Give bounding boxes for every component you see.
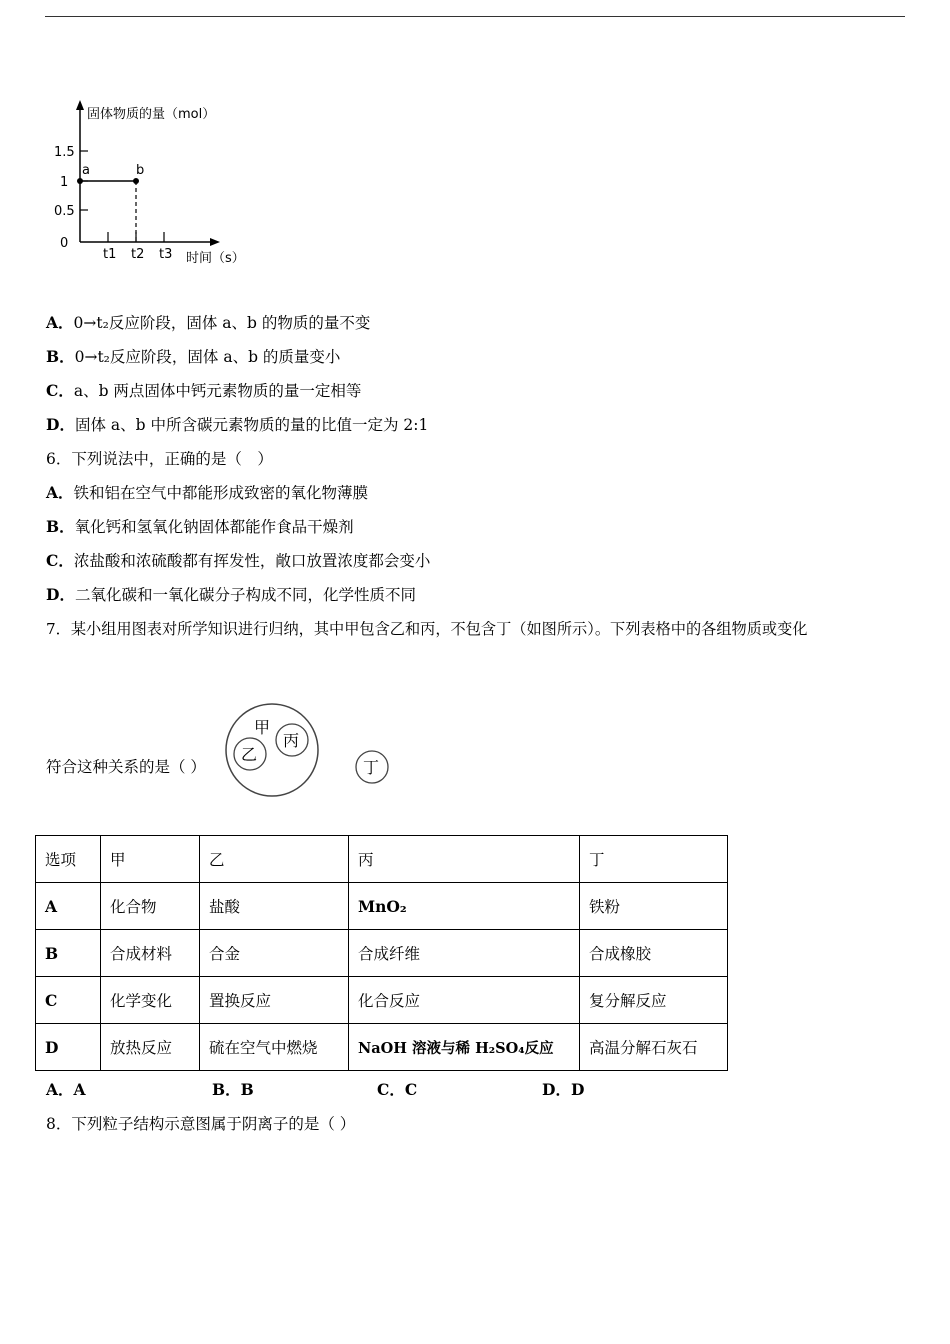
q7-answer-d: D．D [542, 1080, 585, 1099]
x-axis-label: 时间（s） [186, 251, 245, 266]
q6-option-d: D．二氧化碳和一氧化碳分子构成不同，化学性质不同 [46, 585, 416, 604]
table-cell: 合成材料 [101, 930, 200, 977]
point-b [133, 178, 139, 184]
xtick-t2: t2 [131, 247, 145, 262]
ytick-1.5: 1.5 [54, 145, 75, 160]
header-ding: 丁 [580, 836, 728, 883]
header-option: 选项 [36, 836, 101, 883]
ytick-1: 1 [60, 175, 69, 190]
table-cell: C [36, 977, 101, 1024]
header-bing: 丙 [349, 836, 580, 883]
ytick-0.5: 0.5 [54, 204, 75, 219]
label-b: b [136, 163, 145, 178]
y-axis-label: 固体物质的量（mol） [87, 107, 216, 122]
q7-stem-continued: 符合这种关系的是（ ） [46, 758, 206, 776]
q7-answer-c: C．C [377, 1080, 418, 1099]
xtick-t3: t3 [159, 247, 173, 262]
table-header-row [36, 836, 728, 883]
table-cell: MnO₂ [349, 883, 580, 930]
point-a [77, 178, 83, 184]
q6-option-c: C．浓盐酸和浓硫酸都有挥发性，敞口放置浓度都会变小 [46, 551, 431, 570]
q6-option-a: A．铁和铝在空气中都能形成致密的氧化物薄膜 [46, 483, 369, 502]
table-row [36, 883, 728, 930]
table-row [36, 1024, 728, 1071]
table-cell: 化学变化 [101, 977, 200, 1024]
table-cell: 复分解反应 [580, 977, 728, 1024]
q6-option-b: B．氧化钙和氢氧化钠固体都能作食品干燥剂 [46, 517, 354, 536]
table-cell: NaOH 溶液与稀 H₂SO₄反应 [349, 1024, 580, 1071]
table-cell: 合成橡胶 [580, 930, 728, 977]
venn-ding-label: 丁 [363, 758, 380, 777]
q5-option-b: B．0→t₂反应阶段，固体 a、b 的质量变小 [46, 347, 341, 366]
table-cell: 合金 [200, 930, 349, 977]
header-rule [45, 16, 905, 17]
table-cell: 硫在空气中燃烧 [200, 1024, 349, 1071]
amount-time-graph [40, 95, 270, 275]
q7-stem: 7．某小组用图表对所学知识进行归纳，其中甲包含乙和丙，不包含丁（如图所示）。下列表格中的各组物质或变化 [46, 620, 808, 638]
q7-answer-b: B．B [212, 1080, 254, 1099]
table-cell: 高温分解石灰石 [580, 1024, 728, 1071]
q5-option-c: C．a、b 两点固体中钙元素物质的量一定相等 [46, 381, 362, 400]
table-cell: 化合反应 [349, 977, 580, 1024]
q5-option-a: A．0→t₂反应阶段，固体 a、b 的物质的量不变 [46, 313, 371, 332]
table-cell: A [36, 883, 101, 930]
table-cell: 盐酸 [200, 883, 349, 930]
venn-yi-label: 乙 [241, 745, 258, 764]
venn-bing-label: 丙 [283, 731, 300, 750]
table-cell: 置换反应 [200, 977, 349, 1024]
table-row [36, 977, 728, 1024]
venn-jia-label: 甲 [254, 718, 271, 737]
table-cell: 铁粉 [580, 883, 728, 930]
header-yi: 乙 [200, 836, 349, 883]
table-row [36, 930, 728, 977]
header-jia: 甲 [101, 836, 200, 883]
q8-stem: 8．下列粒子结构示意图属于阴离子的是（ ） [46, 1115, 356, 1133]
table-cell: 化合物 [101, 883, 200, 930]
table-cell: D [36, 1024, 101, 1071]
table-cell: B [36, 930, 101, 977]
ytick-0: 0 [60, 236, 69, 251]
q6-stem: 6．下列说法中，正确的是（ ） [46, 450, 273, 468]
table-cell: 合成纤维 [349, 930, 580, 977]
table-cell: 放热反应 [101, 1024, 200, 1071]
label-a: a [82, 163, 90, 178]
xtick-t1: t1 [103, 247, 117, 262]
q7-answer-a: A．A [46, 1080, 86, 1099]
venn-diagram [220, 700, 400, 800]
q7-table [35, 835, 728, 1071]
q5-option-d: D．固体 a、b 中所含碳元素物质的量的比值一定为 2:1 [46, 415, 429, 434]
